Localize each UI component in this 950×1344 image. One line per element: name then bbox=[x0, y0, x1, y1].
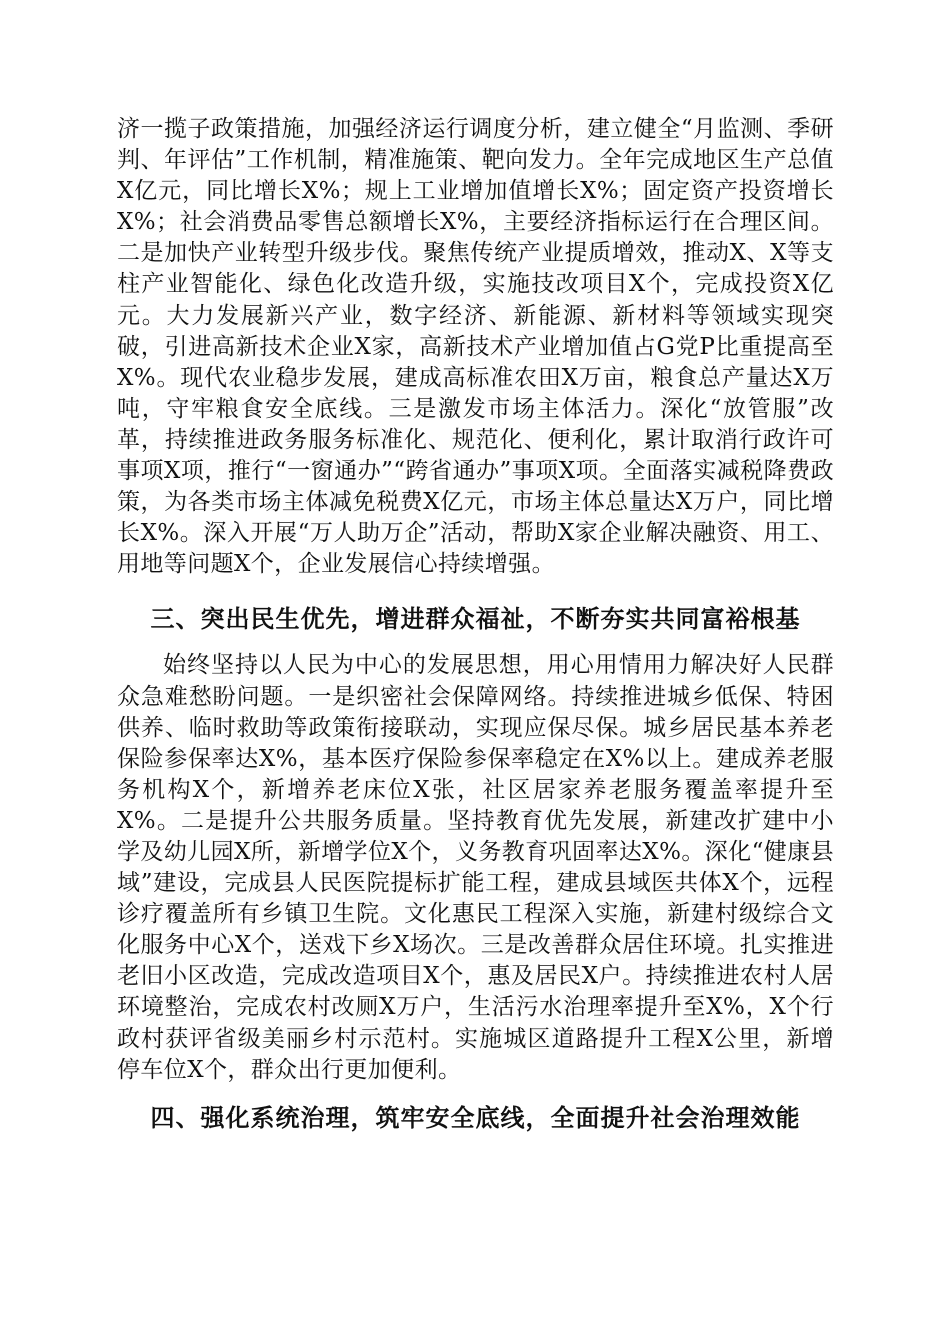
section-4-heading: 四、强化系统治理，筑牢安全底线，全面提升社会治理效能 bbox=[150, 1102, 801, 1132]
continued-paragraph: 济一揽子政策措施，加强经济运行调度分析，建立健全“月监测、季研判、年评估”工作机制，精准施策、靶向发力。全年完成地区生产总值X亿元，同比增长X%；规上工业增加值增长X%；固定资产投资增长X%；社会消费品零售总额增长X%，主要经济指标运行在合理区间。二是加快产业转型升级步伐。聚焦传统产业提质增效，推动X、X等支柱产业智能化、绿色化改造升级，实施技改项目X个，完成投资X亿元。大力发展新兴产业，数字经济、新能源、新材料等领域实现突破，引进高新技术企业X家，高新技术产业增加值占G党P比重提高至X%。现代农业稳步发展，建成高标准农田X万亩，粮食总产量达X万吨，守牢粮食安全底线。三是激发市场主体活力。深化“放管服”改革，持续推进政务服务标准化、规范化、便利化，累计取消行政许可事项X项，推行“一窗通办”“跨省通办”事项X项。全面落实减税降费政策，为各类市场主体减免税费X亿元，市场主体总量达X万户，同比增长X%。深入开展“万人助万企”活动，帮助X家企业解决融资、用工、用地等问题X个，企业发展信心持续增强。 bbox=[117, 116, 834, 578]
section-3-heading: 三、突出民生优先，增进群众福祉，不断夯实共同富裕根基 bbox=[150, 604, 801, 634]
document-page bbox=[117, 114, 834, 1133]
section-3-paragraph: 始终坚持以人民为中心的发展思想，用心用情用力解决好人民群众急难愁盼问题。一是织密社会保障网络。持续推进城乡低保、特困供养、临时救助等政策衔接联动，实现应保尽保。城乡居民基本养老保险参保率达X%，基本医疗保险参保率稳定在X%以上。建成养老服务机构X个，新增养老床位X张，社区居家养老服务覆盖率提升至X%。二是提升公共服务质量。坚持教育优先发展，新建改扩建中小学及幼儿园X所，新增学位X个，义务教育巩固率达X%。深化“健康县域”建设，完成县人民医院提标扩能工程，建成县域医共体X个，远程诊疗覆盖所有乡镇卫生院。文化惠民工程深入实施，新建村级综合文化服务中心X个，送戏下乡X场次。三是改善群众居住环境。扎实推进老旧小区改造，完成改造项目X个，惠及居民X户。持续推进农村人居环境整治，完成农村改厕X万户，生活污水治理率提升至X%，X个行政村获评省级美丽乡村示范村。实施城区道路提升工程X公里，新增停车位X个，群众出行更加便利。 bbox=[117, 652, 834, 1083]
